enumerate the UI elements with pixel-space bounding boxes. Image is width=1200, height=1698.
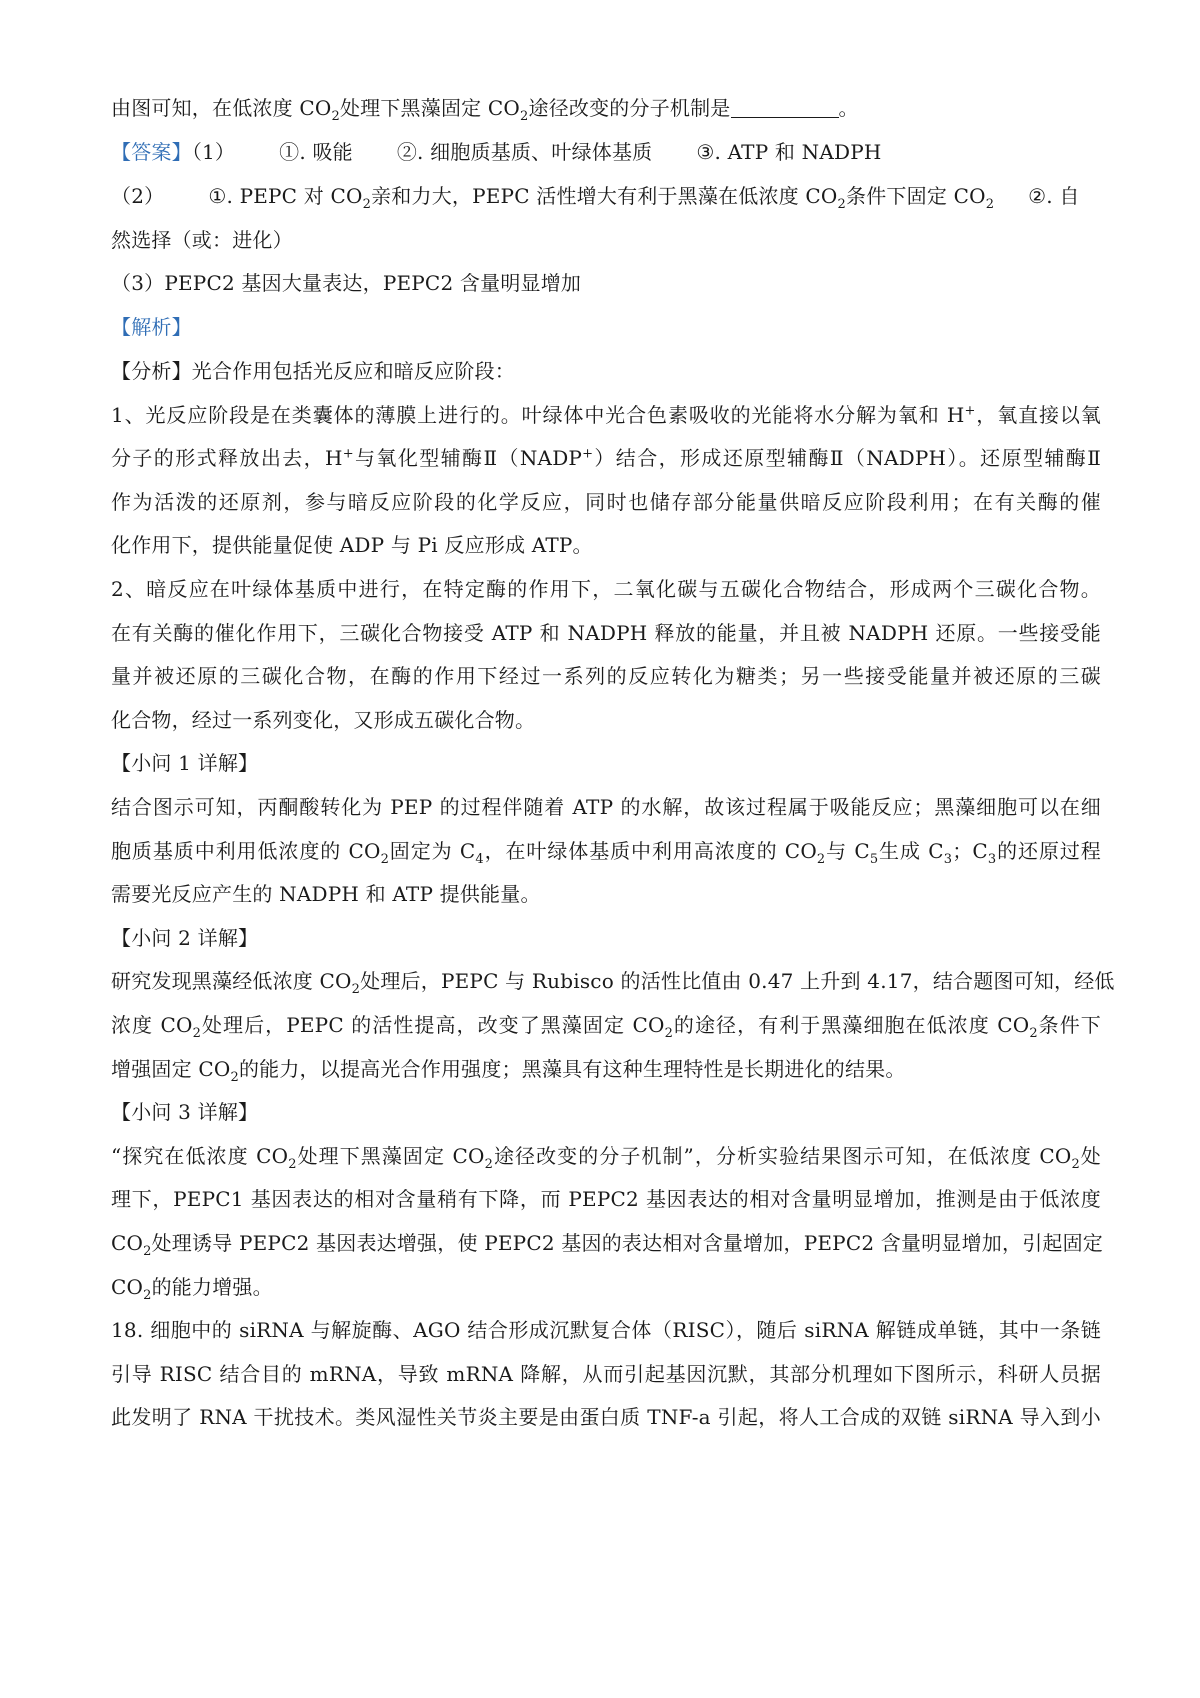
q1-line1: 结合图示可知，丙酮酸转化为 PEP 的过程伴随着 ATP 的水解，故该过程属于吸能反应；黑藻细胞可以在细	[111, 795, 1101, 819]
analysis-tag: 【解析】	[111, 315, 192, 339]
q2-tag: 【小问 2 详解】	[111, 926, 259, 950]
analysis-p2-line2: 在有关酶的催化作用下，三碳化合物接受 ATP 和 NADPH 释放的能量，并且被 NADPH 还原。一些接受能	[111, 621, 1101, 645]
analysis-p2-line4: 化合物，经过一系列变化，又形成五碳化合物。	[111, 708, 536, 732]
answer-line-4: （3）PEPC2 基因大量表达，PEPC2 含量明显增加	[111, 271, 582, 295]
q3-line4: $CO_2$的能力增强。	[111, 1275, 273, 1303]
q1-tag: 【小问 1 详解】	[111, 751, 259, 775]
analysis-p1-line1: 1、光反应阶段是在类囊体的薄膜上进行的。叶绿体中光合色素吸收的光能将水分解为氧和 H+，氧直接以氧	[111, 403, 1101, 427]
answer-line-3: 然选择（或：进化）	[111, 228, 293, 252]
q2-line2: 浓度 $CO_2$处理后，PEPC 的活性提高，改变了黑藻固定 $CO_2$的途径，有利于黑藻细胞在低浓度 $CO_2$条件下	[111, 1013, 1101, 1041]
analysis-fenxi: 【分析】光合作用包括光反应和暗反应阶段：	[111, 359, 515, 383]
q3-line2: 理下，PEPC1 基因表达的相对含量稍有下降，而 PEPC2 基因表达的相对含量明显增加，推测是由于低浓度	[111, 1187, 1101, 1211]
analysis-p1-line3: 作为活泼的还原剂，参与暗反应阶段的化学反应，同时也储存部分能量供暗反应阶段利用；在有关酶的催	[111, 490, 1101, 514]
answer-tag: 【答案】	[111, 140, 192, 164]
q18-line3: 此发明了 RNA 干扰技术。类风湿性关节炎主要是由蛋白质 TNF-a 引起，将人工合成的双链 siRNA 导入到小	[111, 1405, 1101, 1429]
answer-blank	[731, 97, 839, 118]
q2-line1: 研究发现黑藻经低浓度 $CO_2$处理后，PEPC 与 Rubisco 的活性比值由 0.47 上升到 4.17，结合题图可知，经低	[111, 969, 1115, 997]
q3-line1: “探究在低浓度 $CO_2$处理下黑藻固定 $CO_2$途径改变的分子机制”，分析实验结果图示可知，在低浓度 $CO_2$处	[111, 1144, 1102, 1172]
q1-line3: 需要光反应产生的 NADPH 和 ATP 提供能量。	[111, 882, 541, 906]
analysis-p1-line4: 化作用下，提供能量促使 ADP 与 Pi 反应形成 ATP。	[111, 533, 593, 557]
answer-line-2: （2） ①. PEPC 对 $CO_2$亲和力大，PEPC 活性增大有利于黑藻在低浓度 $CO_2$条件下固定 $CO_2$ ②. 自	[111, 184, 1080, 212]
q2-line3: 增强固定 $CO_2$的能力，以提高光合作用强度；黑藻具有这种生理特性是长期进化的结果。	[111, 1057, 906, 1085]
q18-line1: 18. 细胞中的 siRNA 与解旋酶、AGO 结合形成沉默复合体（RISC），随后 siRNA 解链成单链，其中一条链	[111, 1318, 1101, 1342]
q18-line2: 引导 RISC 结合目的 mRNA，导致 mRNA 降解，从而引起基因沉默，其部分机理如下图所示，科研人员据	[111, 1362, 1101, 1386]
analysis-p2-line3: 量并被还原的三碳化合物，在酶的作用下经过一系列的反应转化为糖类；另一些接受能量并被还原的三碳	[111, 664, 1101, 688]
q3-line3: $CO_2$处理诱导 PEPC2 基因表达增强，使 PEPC2 基因的表达相对含量增加，PEPC2 含量明显增加，引起固定	[111, 1231, 1104, 1259]
analysis-p1-line2: 分子的形式释放出去，H+与氧化型辅酶Ⅱ（NADP+）结合，形成还原型辅酶Ⅱ（NADPH）。还原型辅酶Ⅱ	[111, 446, 1101, 470]
q3-tag: 【小问 3 详解】	[111, 1100, 259, 1124]
analysis-p2-line1: 2、暗反应在叶绿体基质中进行，在特定酶的作用下，二氧化碳与五碳化合物结合，形成两个三碳化合物。	[111, 577, 1101, 601]
q1-line2: 胞质基质中利用低浓度的 $CO_2$固定为 $C_4$，在叶绿体基质中利用高浓度的 $CO_2$与 $C_5$生成 $C_3$；$C_3$的还原过程	[111, 839, 1102, 867]
answer-line-1: 【答案】（1） ①. 吸能 ②. 细胞质基质、叶绿体基质 ③. ATP 和 NADPH	[111, 140, 882, 164]
q17-tail-line: 由图可知，在低浓度 $CO_2$处理下黑藻固定 $CO_2$途径改变的分子机制是 。	[111, 96, 859, 124]
